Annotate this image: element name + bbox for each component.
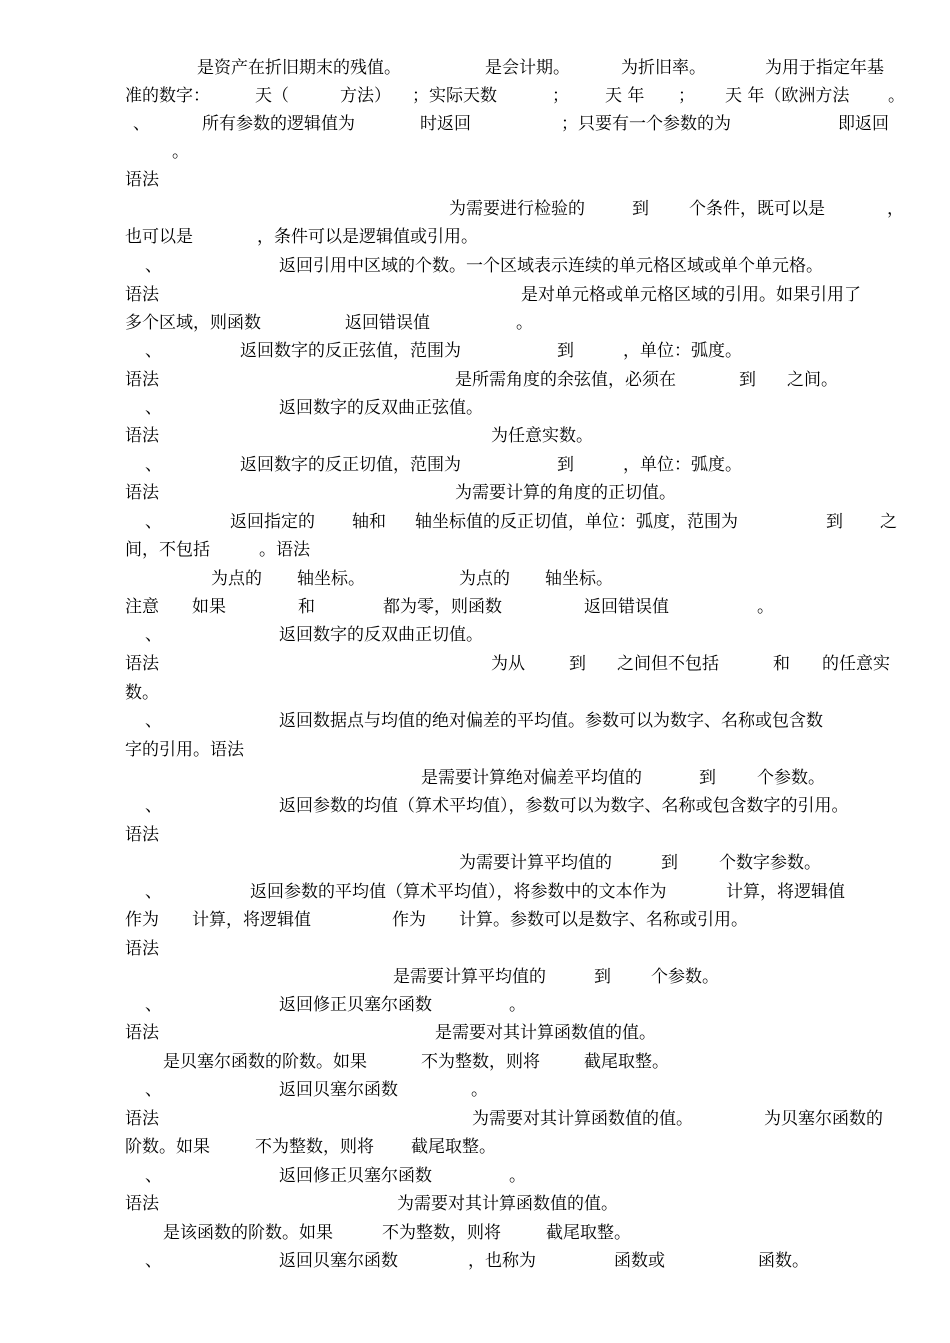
text-fragment: 计算，将逻辑值 (726, 882, 845, 902)
text-fragment: 天 年（欧洲方法 (725, 86, 850, 106)
text-fragment: 返回引用中区域的个数。一个区域表示连续的单元格区域或单个单元格。 (279, 256, 823, 276)
text-fragment: 是所需角度的余弦值，必须在 (455, 370, 676, 390)
text-fragment: ，也称为 (468, 1251, 536, 1271)
text-fragment: 、 (145, 1080, 162, 1100)
text-fragment: 返回贝塞尔函数 (279, 1251, 398, 1271)
text-fragment: 为需要对其计算函数值的值。 (397, 1194, 618, 1214)
text-fragment: 到 (557, 341, 574, 361)
text-fragment: 作为 (125, 910, 159, 930)
text-fragment: 、 (145, 455, 162, 475)
text-fragment: 计算。参数可以是数字、名称或引用。 (459, 910, 748, 930)
text-fragment: 是贝塞尔函数的阶数。如果 (163, 1052, 367, 1072)
text-fragment: 返回参数的均值（算术平均值），参数可以为数字、名称或包含数字的引用。 (279, 796, 849, 816)
text-fragment: 。 (471, 1080, 488, 1100)
text-fragment: 返回错误值 (345, 313, 430, 333)
text-fragment: 数。 (125, 683, 159, 703)
text-fragment: 不为整数，则将 (421, 1052, 540, 1072)
text-fragment: 到 (557, 455, 574, 475)
text-fragment: 、 (145, 882, 162, 902)
text-fragment: 为贝塞尔函数的 (764, 1109, 883, 1129)
syntax-label: 语法 (125, 1023, 159, 1043)
text-fragment: 天（ (255, 86, 289, 106)
text-fragment: 。 (888, 86, 905, 106)
text-fragment: 为点的 (211, 569, 262, 589)
text-fragment: 到 (661, 853, 678, 873)
text-fragment: 到 (569, 654, 586, 674)
text-fragment: 之间。 (787, 370, 838, 390)
text-fragment: 截尾取整。 (584, 1052, 669, 1072)
text-fragment: 也可以是 (125, 227, 193, 247)
text-fragment: 是对单元格或单元格区域的引用。如果引用了 (521, 285, 861, 305)
syntax-label: 语法 (125, 170, 159, 190)
text-fragment: ；实际天数 (412, 86, 497, 106)
text-fragment: 返回数字的反双曲正弦值。 (279, 398, 483, 418)
text-fragment: 不为整数，则将 (255, 1137, 374, 1157)
text-fragment: 作为 (392, 910, 426, 930)
text-fragment: 之间但不包括 (617, 654, 719, 674)
text-fragment: 返回错误值 (584, 597, 669, 617)
text-fragment: ，单位：弧度。 (623, 341, 742, 361)
text-fragment: 个参数。 (757, 768, 825, 788)
syntax-label: 语法 (125, 483, 159, 503)
text-fragment: 之 (880, 512, 897, 532)
text-fragment: 计算，将逻辑值 (192, 910, 311, 930)
text-fragment: ； (552, 86, 569, 106)
text-fragment: 返回修正贝塞尔函数 (279, 995, 432, 1015)
text-fragment: ； (678, 86, 695, 106)
text-fragment: 多个区域，则函数 (125, 313, 261, 333)
text-fragment: 是该函数的阶数。如果 (163, 1223, 333, 1243)
text-fragment: 轴和 (352, 512, 386, 532)
syntax-label: 语法 (125, 1109, 159, 1129)
text-fragment: 截尾取整。 (546, 1223, 631, 1243)
syntax-label: 语法 (125, 654, 159, 674)
text-fragment: 和 (773, 654, 790, 674)
text-fragment: 如果 (192, 597, 226, 617)
text-fragment: 、 (145, 625, 162, 645)
text-fragment: 间，不包括 (125, 540, 210, 560)
text-fragment: ， (887, 199, 904, 219)
text-fragment: 、 (133, 114, 150, 134)
text-fragment: 到 (826, 512, 843, 532)
text-fragment: 截尾取整。 (411, 1137, 496, 1157)
text-fragment: 即返回 (838, 114, 889, 134)
text-fragment: 、 (145, 1251, 162, 1271)
text-fragment: 天 年 (605, 86, 645, 106)
text-fragment: 到 (699, 768, 716, 788)
text-fragment: 为点的 (459, 569, 510, 589)
text-fragment: 字的引用。语法 (125, 740, 244, 760)
text-fragment: 。 (516, 313, 533, 333)
text-fragment: 个数字参数。 (719, 853, 821, 873)
text-fragment: 个参数。 (651, 967, 719, 987)
text-fragment: 是需要计算平均值的 (393, 967, 546, 987)
text-fragment: 准的数字： (125, 86, 210, 106)
text-fragment: 返回数字的反双曲正切值。 (279, 625, 483, 645)
syntax-label: 语法 (125, 1194, 159, 1214)
text-fragment: 不为整数，则将 (382, 1223, 501, 1243)
text-fragment: 返回数据点与均值的绝对偏差的平均值。参数可以为数字、名称或包含数 (279, 711, 823, 731)
text-fragment: 是会计期。 (485, 58, 570, 78)
text-fragment: ；只要有一个参数的为 (561, 114, 731, 134)
text-fragment: 个条件，既可以是 (689, 199, 825, 219)
text-fragment: 到 (739, 370, 756, 390)
text-fragment: 都为零，则函数 (383, 597, 502, 617)
text-fragment: 轴坐标。 (545, 569, 613, 589)
text-fragment: 轴坐标值的反正切值，单位：弧度，范围为 (415, 512, 738, 532)
text-fragment: 是需要对其计算函数值的值。 (435, 1023, 656, 1043)
text-fragment: 、 (145, 398, 162, 418)
text-fragment: 为任意实数。 (491, 426, 593, 446)
text-fragment: 时返回 (420, 114, 471, 134)
text-fragment: 、 (145, 1166, 162, 1186)
text-fragment: 、 (145, 341, 162, 361)
text-fragment: ，单位：弧度。 (623, 455, 742, 475)
text-fragment: ，条件可以是逻辑值或引用。 (257, 227, 478, 247)
text-fragment: 、 (145, 796, 162, 816)
text-fragment: 、 (145, 512, 162, 532)
text-fragment: 。 (509, 1166, 526, 1186)
text-fragment: 返回参数的平均值（算术平均值），将参数中的文本作为 (250, 882, 667, 902)
text-fragment: 为需要计算平均值的 (459, 853, 612, 873)
text-fragment: 返回指定的 (230, 512, 315, 532)
syntax-label: 语法 (125, 370, 159, 390)
syntax-label: 语法 (125, 939, 159, 959)
text-fragment: 到 (594, 967, 611, 987)
syntax-label: 语法 (125, 825, 159, 845)
text-fragment: 为需要进行检验的 (449, 199, 585, 219)
text-fragment: 。 (757, 597, 774, 617)
text-fragment: 为从 (491, 654, 525, 674)
text-fragment: 返回贝塞尔函数 (279, 1080, 398, 1100)
text-fragment: 为需要计算的角度的正切值。 (455, 483, 676, 503)
text-fragment: 返回修正贝塞尔函数 (279, 1166, 432, 1186)
text-fragment: 和 (298, 597, 315, 617)
text-fragment: 为用于指定年基 (765, 58, 884, 78)
text-fragment: 为需要对其计算函数值的值。 (472, 1109, 693, 1129)
text-fragment: 轴坐标。 (297, 569, 365, 589)
text-fragment: 函数。 (758, 1251, 809, 1271)
text-fragment: 。 (509, 995, 526, 1015)
text-fragment: 、 (145, 995, 162, 1015)
text-fragment: 所有参数的逻辑值为 (202, 114, 355, 134)
text-fragment: 返回数字的反正切值，范围为 (240, 455, 461, 475)
note-label: 注意 (125, 597, 159, 617)
text-fragment: 返回数字的反正弦值，范围为 (240, 341, 461, 361)
text-fragment: 、 (145, 256, 162, 276)
syntax-label: 语法 (125, 426, 159, 446)
text-fragment: 的任意实 (822, 654, 890, 674)
text-fragment: 为折旧率。 (621, 58, 706, 78)
text-fragment: 。 (172, 142, 189, 162)
text-fragment: 方法） (340, 86, 391, 106)
text-fragment: 、 (145, 711, 162, 731)
text-fragment: 是资产在折旧期末的残值。 (197, 58, 401, 78)
text-fragment: 。语法 (259, 540, 310, 560)
text-fragment: 到 (632, 199, 649, 219)
text-fragment: 是需要计算绝对偏差平均值的 (421, 768, 642, 788)
syntax-label: 语法 (125, 285, 159, 305)
text-fragment: 阶数。如果 (125, 1137, 210, 1157)
text-fragment: 函数或 (614, 1251, 665, 1271)
